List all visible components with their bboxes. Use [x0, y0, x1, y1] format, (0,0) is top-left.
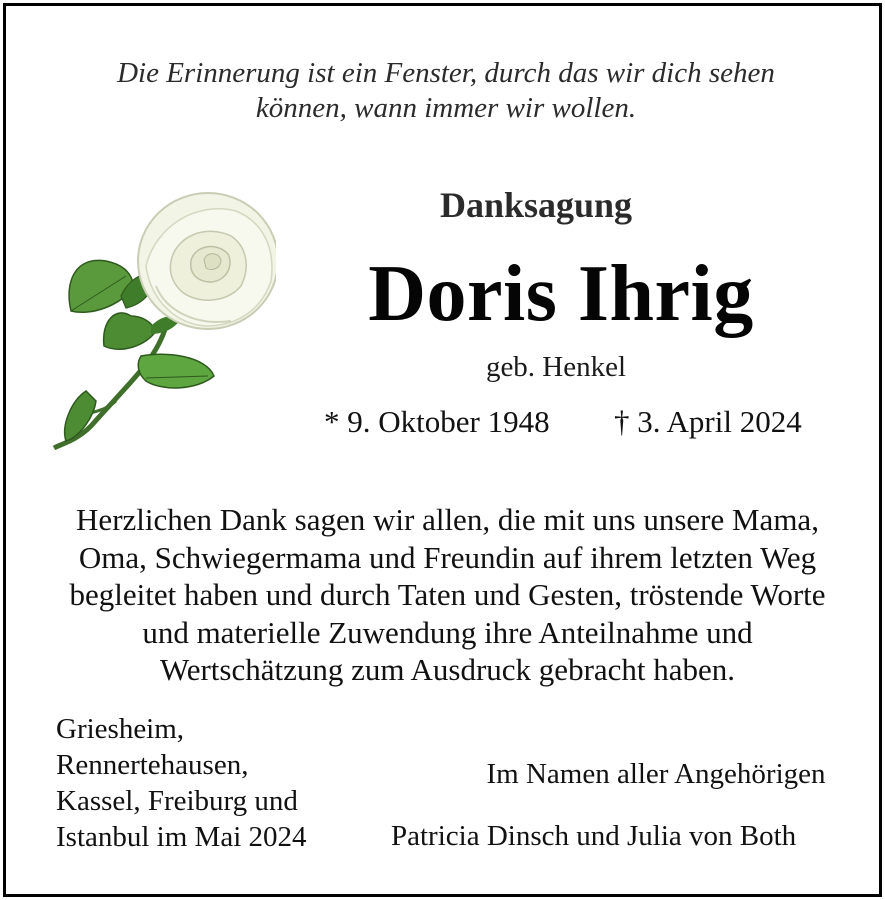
signature-intro: Im Namen aller Angehörigen: [486, 758, 826, 790]
death-date: † 3. April 2024: [614, 404, 802, 439]
places-and-date: [56, 711, 307, 855]
place-line: Istanbul im Mai 2024: [56, 821, 307, 853]
place-line: Griesheim,: [56, 713, 185, 745]
message-line: Herzlichen Dank sagen wir allen, die mit uns unsere Mama,: [76, 502, 819, 537]
heading-danksagung: Danksagung: [439, 185, 633, 225]
quote-line-2: können, wann immer wir wollen.: [255, 92, 637, 124]
message-line: Wertschätzung zum Ausdruck gebracht haben.: [159, 652, 736, 687]
quote-line-1: Die Erinnerung ist ein Fenster, durch das wir dich sehen: [117, 57, 775, 89]
message-line: begleitet haben und durch Taten und Gesten, tröstende Worte: [69, 577, 826, 612]
place-line: Rennertehausen,: [56, 749, 249, 781]
thank-you-message: [46, 501, 849, 689]
message-line: Oma, Schwiegermama und Freundin auf ihrem letzten Weg: [78, 539, 817, 575]
message-line: und materielle Zuwendung ihre Anteilnahme und: [142, 614, 753, 650]
deceased-name: Doris Ihrig: [368, 250, 754, 338]
memorial-quote: [46, 56, 846, 126]
white-rose-icon: [46, 186, 276, 451]
signature-names: Patricia Dinsch und Julia von Both: [391, 820, 797, 852]
birth-name: geb. Henkel: [485, 351, 627, 383]
birth-date: * 9. Oktober 1948: [324, 404, 550, 439]
place-line: Kassel, Freiburg und: [56, 785, 298, 817]
obituary-frame: [3, 3, 882, 897]
